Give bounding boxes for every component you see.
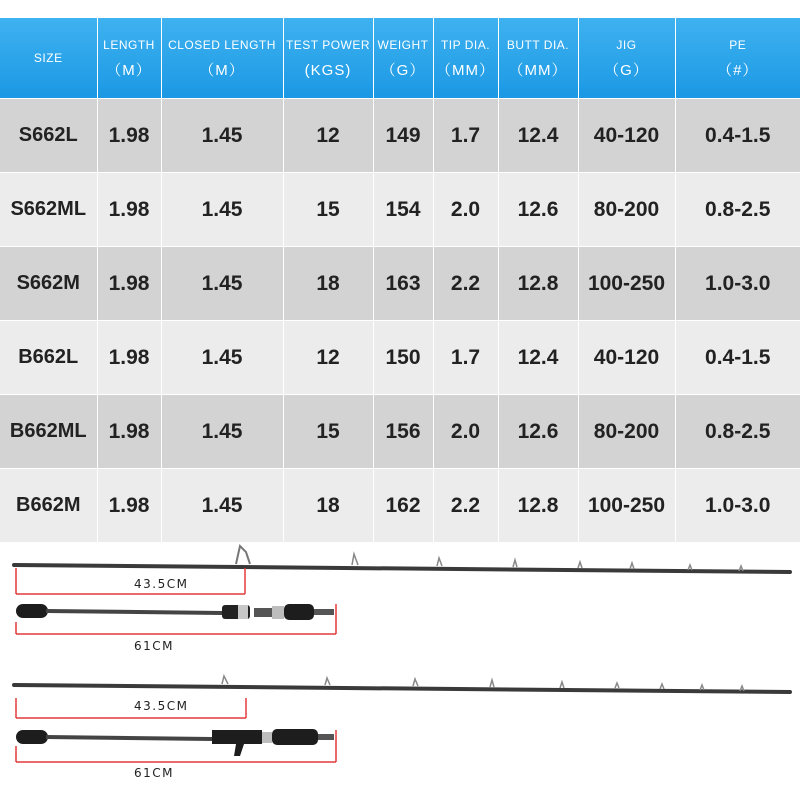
table-cell: 162 [373,469,433,543]
spinning-handle-length-label: 43.5CM [134,577,189,591]
column-header-unit: （MM） [436,61,495,79]
column-header-label: TEST POWER [285,37,371,52]
table-body [0,99,800,543]
table-cell: 12.4 [498,99,578,173]
table-cell: 15 [283,173,373,247]
table-cell: 1.45 [161,395,283,469]
column-header-label: PE [729,37,747,52]
table-cell: 12 [283,321,373,395]
guide-icon [578,562,582,568]
spinning-butt-section [16,604,334,620]
casting-tip-section [14,676,790,692]
column-header [97,18,161,99]
column-header [675,18,800,99]
model-cell: S662L [0,99,97,173]
column-header-label: WEIGHT [377,37,429,52]
table-cell: 12.4 [498,321,578,395]
model-cell: B662M [0,469,97,543]
table-cell: 12.6 [498,395,578,469]
table-cell: 1.98 [97,469,161,543]
table-row [0,395,800,469]
table-cell: 12.6 [498,173,578,247]
model-cell: B662ML [0,395,97,469]
table-cell: 12.8 [498,247,578,321]
table-cell: 1.45 [161,99,283,173]
table-header [0,18,800,99]
table-cell: 1.7 [433,99,498,173]
guide-icon [352,554,358,565]
table-cell: 1.45 [161,469,283,543]
table-cell: 2.0 [433,173,498,247]
column-header [0,18,97,99]
spinning-butt-length-label: 61CM [134,639,175,653]
column-header [433,18,498,99]
table-cell: 1.98 [97,173,161,247]
table-cell: 1.98 [97,99,161,173]
table-cell: 1.98 [97,321,161,395]
rod-diagram [0,530,800,800]
column-header-unit: （MM） [508,61,568,79]
table-cell: 18 [283,469,373,543]
table-cell: 1.45 [161,173,283,247]
model-cell: B662L [0,321,97,395]
table-row [0,321,800,395]
table-cell: 12 [283,99,373,173]
table-cell: 100-250 [578,247,675,321]
guide-icon [437,558,442,566]
column-header [283,18,373,99]
table-cell: 1.98 [97,247,161,321]
table-cell: 1.7 [433,321,498,395]
column-header-label: LENGTH [103,37,155,52]
column-header [373,18,433,99]
table-cell: 156 [373,395,433,469]
table-cell: 0.4-1.5 [675,321,800,395]
guide-icon [660,684,664,689]
table-cell: 80-200 [578,395,675,469]
guide-icon [222,676,228,684]
column-header-unit: （M） [199,61,245,79]
guide-icon [513,560,517,567]
guide-icon [630,563,634,569]
table-cell: 0.8-2.5 [675,395,800,469]
guide-icon [236,546,250,564]
column-header-label: BUTT DIA. [506,37,570,52]
table-cell: 18 [283,247,373,321]
table-cell: 40-120 [578,321,675,395]
table-row [0,247,800,321]
table-cell: 0.4-1.5 [675,99,800,173]
table-cell: 15 [283,395,373,469]
column-header [498,18,578,99]
table-cell: 1.45 [161,321,283,395]
table-cell: 2.0 [433,395,498,469]
table-cell: 12.8 [498,469,578,543]
table-row [0,173,800,247]
table-cell: 2.2 [433,247,498,321]
guide-icon [560,682,564,688]
table-cell: 1.98 [97,395,161,469]
table-cell: 149 [373,99,433,173]
column-header [578,18,675,99]
guide-icon [413,679,418,686]
table-cell: 154 [373,173,433,247]
casting-butt-section [16,729,334,756]
casting-butt-length-label: 61CM [134,766,175,780]
table-cell: 150 [373,321,433,395]
guide-icon [615,683,619,688]
table-cell: 40-120 [578,99,675,173]
column-header [161,18,283,99]
guide-icon [490,680,494,687]
casting-handle-length-label: 43.5CM [134,699,189,713]
table-cell: 1.45 [161,247,283,321]
column-header-label: SIZE [33,51,63,65]
column-header-unit: （G） [604,61,649,79]
column-header-label: TIP DIA. [440,37,491,52]
table-cell: 1.0-3.0 [675,469,800,543]
column-header-unit: （G） [380,61,426,79]
model-cell: S662ML [0,173,97,247]
table-cell: 1.0-3.0 [675,247,800,321]
table-cell: 80-200 [578,173,675,247]
table-cell: 100-250 [578,469,675,543]
column-header-label: CLOSED LENGTH [168,37,276,52]
spinning-tip-section [14,546,790,572]
model-cell: S662M [0,247,97,321]
spec-table [0,18,800,542]
column-header-unit: （M） [106,61,152,79]
column-header-unit: （#） [717,61,759,79]
column-header-unit: (KGS) [304,61,352,79]
table-row [0,99,800,173]
table-cell: 163 [373,247,433,321]
table-cell: 2.2 [433,469,498,543]
table-cell: 0.8-2.5 [675,173,800,247]
guide-icon [325,678,330,685]
column-header-label: JIG [616,37,637,52]
